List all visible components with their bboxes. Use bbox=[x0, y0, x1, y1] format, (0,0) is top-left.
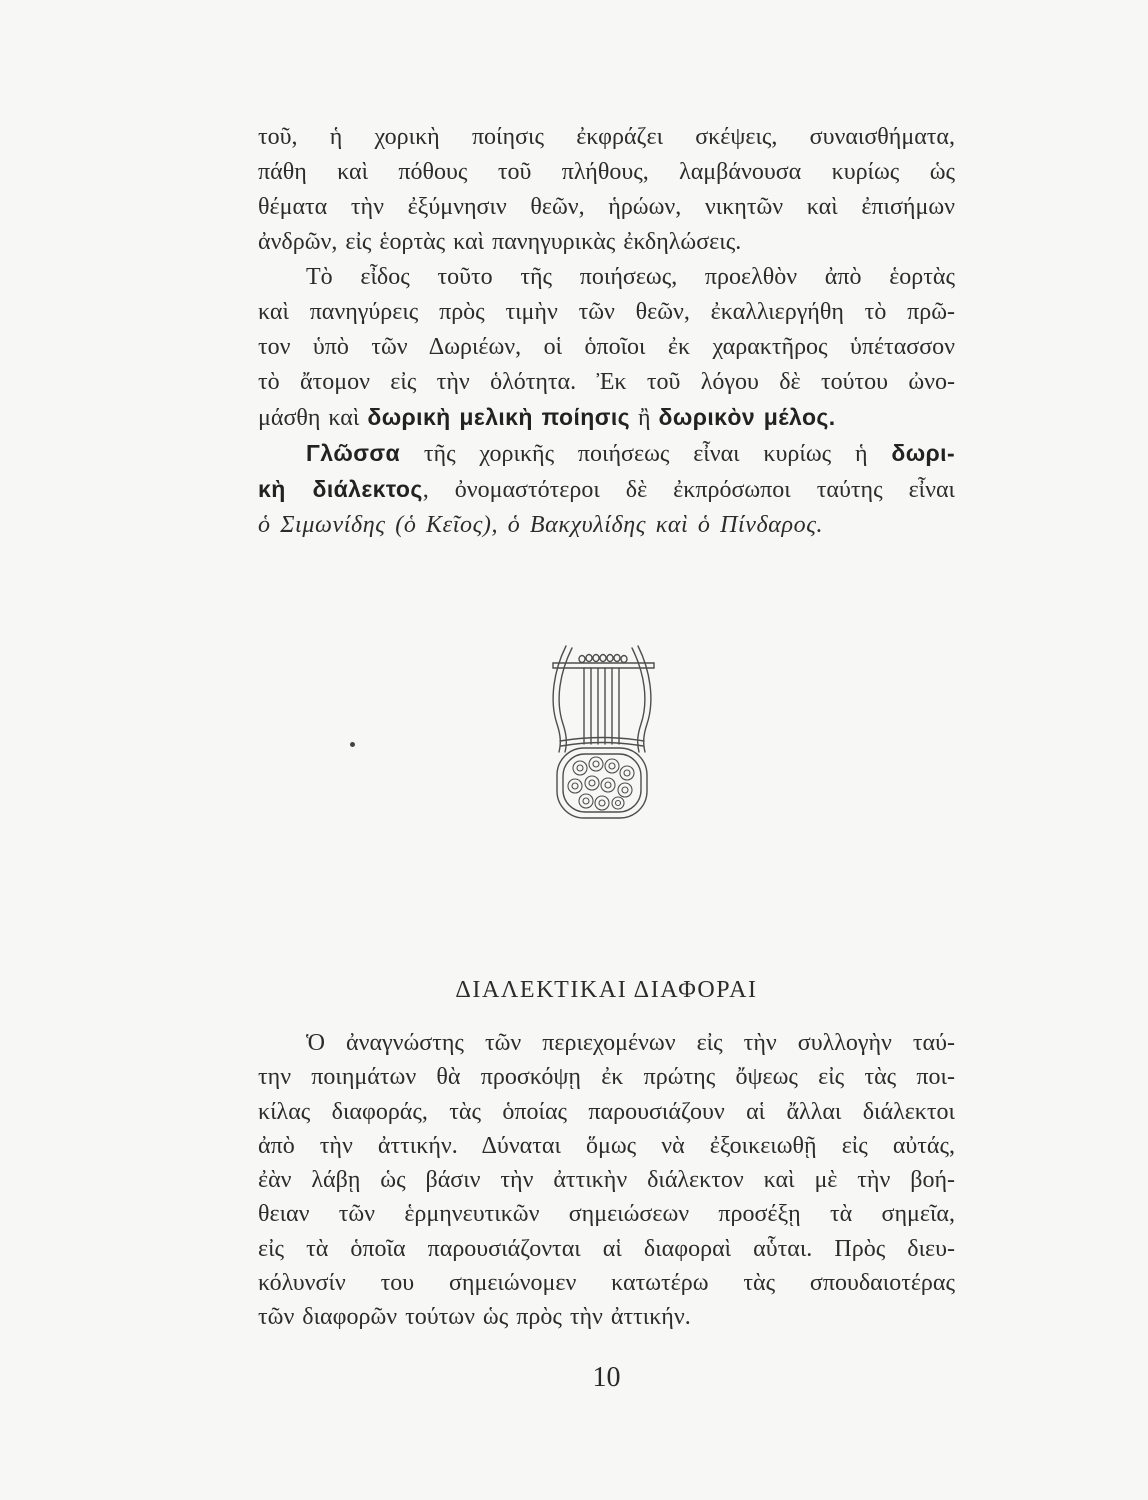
text-line: ἀνδρῶν, εἰς ἑορτὰς καὶ πανηγυρικὰς ἐκδηλώσεις. bbox=[258, 229, 742, 255]
text-line: κόλυνσίν του σημειώνομεν κατωτέρω τὰς σπουδαιοτέρας bbox=[258, 1269, 955, 1296]
text-line: Ὁ ἀναγνώστης τῶν περιεχομένων εἰς τὴν συλλογὴν ταύ- bbox=[306, 1030, 955, 1056]
text-line bbox=[258, 436, 955, 472]
bold-term: δωρι- bbox=[891, 440, 955, 466]
text-block-top bbox=[258, 120, 955, 543]
text-line bbox=[258, 472, 955, 508]
text-line: ἀπὸ τὴν ἀττικήν. Δύναται ὅμως νὰ ἐξοικειωθῇ εἰς αὐτάς, bbox=[258, 1132, 955, 1159]
text-span: τῆς χορικῆς ποιήσεως εἶναι κυρίως ἡ bbox=[400, 441, 892, 467]
text-block-bottom bbox=[258, 1026, 955, 1334]
page-number: 10 bbox=[592, 1362, 621, 1393]
text-line: καὶ πανηγύρεις πρὸς τιμὴν τῶν θεῶν, ἐκαλλιεργήθη τὸ πρῶ- bbox=[258, 299, 955, 325]
bold-term: Γλῶσσα bbox=[306, 440, 401, 466]
bold-term: δωρικὴ μελικὴ ποίησις bbox=[367, 404, 630, 430]
text-line: ὁ Σιμωνίδης (ὁ Κεῖος), ὁ Βακχυλίδης καὶ ὁ Πίνδαρος. bbox=[258, 512, 824, 538]
text-line: θέματα τὴν ἐξύμνησιν θεῶν, ἡρώων, νικητῶν καὶ ἐπισήμων bbox=[258, 194, 955, 220]
text-line: τοῦ, ἡ χορικὴ ποίησις ἐκφράζει σκέψεις, συναισθήματα, bbox=[258, 124, 955, 150]
text-line: τῶν διαφορῶν τούτων ὡς πρὸς τὴν ἀττικήν. bbox=[258, 1304, 691, 1330]
text-line: κίλας διαφοράς, τὰς ὁποίας παρουσιάζουν αἱ ἄλλαι διάλεκτοι bbox=[258, 1098, 955, 1125]
text-line bbox=[258, 400, 955, 436]
text-line: τὸ ἄτομον εἰς τὴν ὁλότητα. Ἐκ τοῦ λόγου δὲ τούτου ὠνο- bbox=[258, 369, 955, 395]
text-line: ἐὰν λάβῃ ὡς βάσιν τὴν ἀττικὴν διάλεκτον καὶ μὲ τὴν βοή- bbox=[258, 1167, 955, 1193]
section-heading: ΔΙΑΛΕΚΤΙΚΑΙ ΔΙΑΦΟΡΑΙ bbox=[455, 977, 758, 1003]
bold-term: δωρικὸν μέλος bbox=[658, 404, 829, 430]
ink-speck bbox=[350, 742, 355, 747]
text-line: τον ὑπὸ τῶν Δωριέων, οἱ ὁποῖοι ἐκ χαρακτῆρος ὑπέτασσον bbox=[258, 334, 955, 360]
text-span: μάσθη καὶ bbox=[258, 405, 368, 431]
text-span: , ὀνομαστότεροι δὲ ἐκπρόσωποι ταύτης εἶναι bbox=[422, 477, 955, 503]
text-span: . bbox=[828, 404, 836, 430]
text-span: ἢ bbox=[629, 405, 659, 431]
text-line: πάθη καὶ πόθους τοῦ πλήθους, λαμβάνουσα κυρίως ὡς bbox=[258, 159, 955, 185]
text-line: Τὸ εἶδος τοῦτο τῆς ποιήσεως, προελθὸν ἀπὸ ἑορτὰς bbox=[306, 264, 955, 290]
lyre-icon bbox=[540, 640, 670, 830]
bold-term: κὴ διάλεκτος bbox=[258, 476, 423, 502]
text-line: εἰς τὰ ὁποῖα παρουσιάζονται αἱ διαφοραὶ αὗται. Πρὸς διευ- bbox=[258, 1235, 955, 1262]
text-line: θειαν τῶν ἑρμηνευτικῶν σημειώσεων προσέξῃ τὰ σημεῖα, bbox=[258, 1201, 955, 1228]
text-line: την ποιημάτων θὰ προσκόψῃ ἐκ πρώτης ὄψεως εἰς τὰς ποι- bbox=[258, 1064, 955, 1091]
